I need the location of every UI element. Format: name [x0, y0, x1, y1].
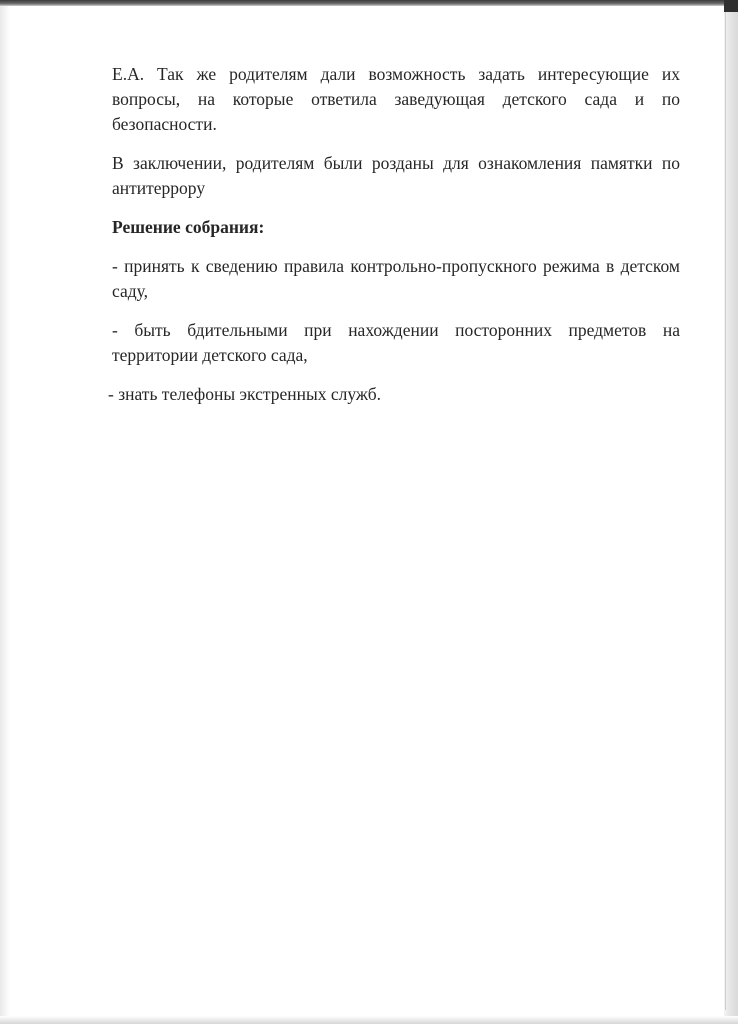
decision-item-3: - знать телефоны экстренных служб.	[108, 384, 382, 404]
scan-shadow-bottom	[0, 1016, 738, 1024]
document-body	[108, 62, 680, 407]
decision-item-2: - быть бдительными при нахождении посторонних предметов на территории детского сада,	[112, 320, 680, 365]
scan-paper-edge-line	[725, 10, 726, 1010]
decision-item-1: - принять к сведению правила контрольно-пропускного режима в детском саду,	[112, 256, 680, 301]
scan-shadow-right	[724, 0, 738, 1024]
paragraph-questions: Е.А. Так же родителям дали возможность задать интересующие их вопросы, на которые ответила заведующая детского сада и по безопасности.	[112, 64, 680, 134]
scan-corner-shadow	[724, 0, 738, 12]
scan-shadow-left	[0, 0, 10, 1024]
decision-heading: Решение собрания:	[112, 217, 265, 237]
paragraph-conclusion: В заключении, родителям были розданы для ознакомления памятки по антитеррору	[112, 153, 680, 198]
scan-shadow-top	[0, 0, 738, 6]
